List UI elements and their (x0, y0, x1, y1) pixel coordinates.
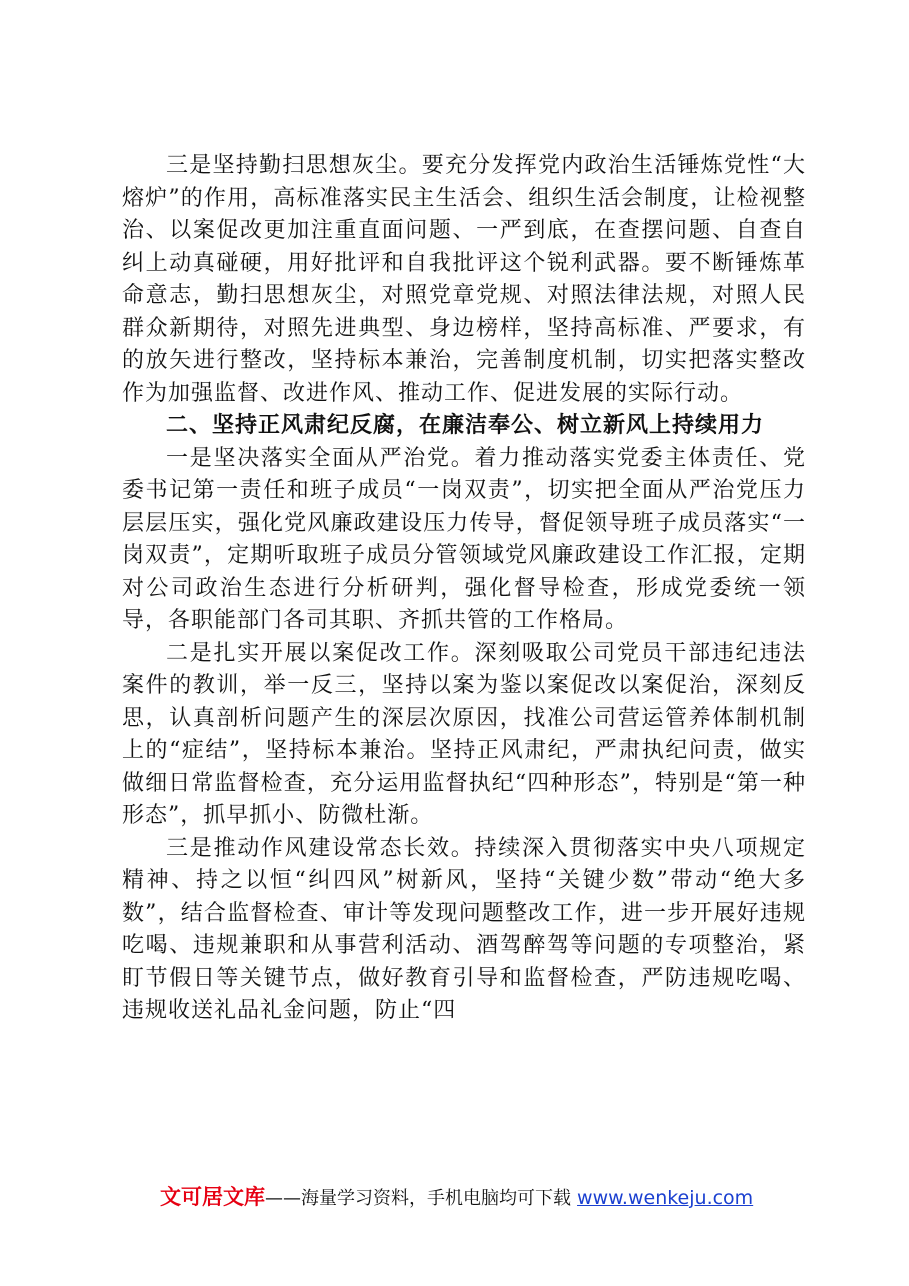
footer-slogan: ——海量学习资料，手机电脑均可下载 (265, 1188, 571, 1209)
section-heading-two: 二、坚持正风肃纪反腐，在廉洁奉公、树立新风上持续用力 (166, 413, 765, 438)
footer-banner (160, 1183, 780, 1213)
paragraph-work-style: 三是推动作风建设常态长效。持续深入贯彻落实中央八项规定精神、持之以恒“纠四风”树新风，坚持“关键少数”带动“绝大多数”，结合监督检查、审计等发现问题整改工作，进一步开展好违规吃喝、违规兼职和从事营利活动、酒驾醉驾等问题的专项整治，紧盯节假日等关键节点，做好教育引导和监督检查，严防违规吃喝、违规收送礼品礼金问题，防止“四 (122, 835, 806, 1023)
document-body (122, 150, 806, 1028)
paragraph-diligent-thought: 三是坚持勤扫思想灰尘。要充分发挥党内政治生活锤炼党性“大熔炉”的作用，高标准落实民主生活会、组织生活会制度，让检视整治、以案促改更加注重直面问题、一严到底，在查摆问题、自查自纠上动真碰硬，用好批评和自我批评这个锐利武器。要不断锤炼革命意志，勤扫思想灰尘，对照党章党规、对照法律法规，对照人民群众新期待，对照先进典型、身边榜样，坚持高标准、严要求，有的放矢进行整改，坚持标本兼治，完善制度机制，切实把落实整改作为加强监督、改进作风、推动工作、促进发展的实际行动。 (122, 153, 806, 406)
paragraph-case-reform: 二是扎实开展以案促改工作。深刻吸取公司党员干部违纪违法案件的教训，举一反三，坚持以案为鉴以案促改以案促治，深刻反思，认真剖析问题产生的深层次原因，找准公司营运管养体制机制上的“症结”，坚持标本兼治。坚持正风肃纪，严肃执纪问责，做实做细日常监督检查，充分运用监督执纪“四种形态”，特别是“第一种形态”，抓早抓小、防微杜渐。 (122, 640, 806, 828)
footer-site-link[interactable]: www.wenkeju.com (577, 1187, 754, 1209)
footer-brand: 文可居文库 (160, 1185, 265, 1209)
paragraph-strict-governance: 一是坚决落实全面从严治党。着力推动落实党委主体责任、党委书记第一责任和班子成员“一岗双责”，切实把全面从严治党压力层层压实，强化党风廉政建设压力传导，督促领导班子成员落实“一岗双责”，定期听取班子成员分管领域党风廉政建设工作汇报，定期对公司政治生态进行分析研判，强化督导检查，形成党委统一领导，各职能部门各司其职、齐抓共管的工作格局。 (122, 445, 806, 633)
